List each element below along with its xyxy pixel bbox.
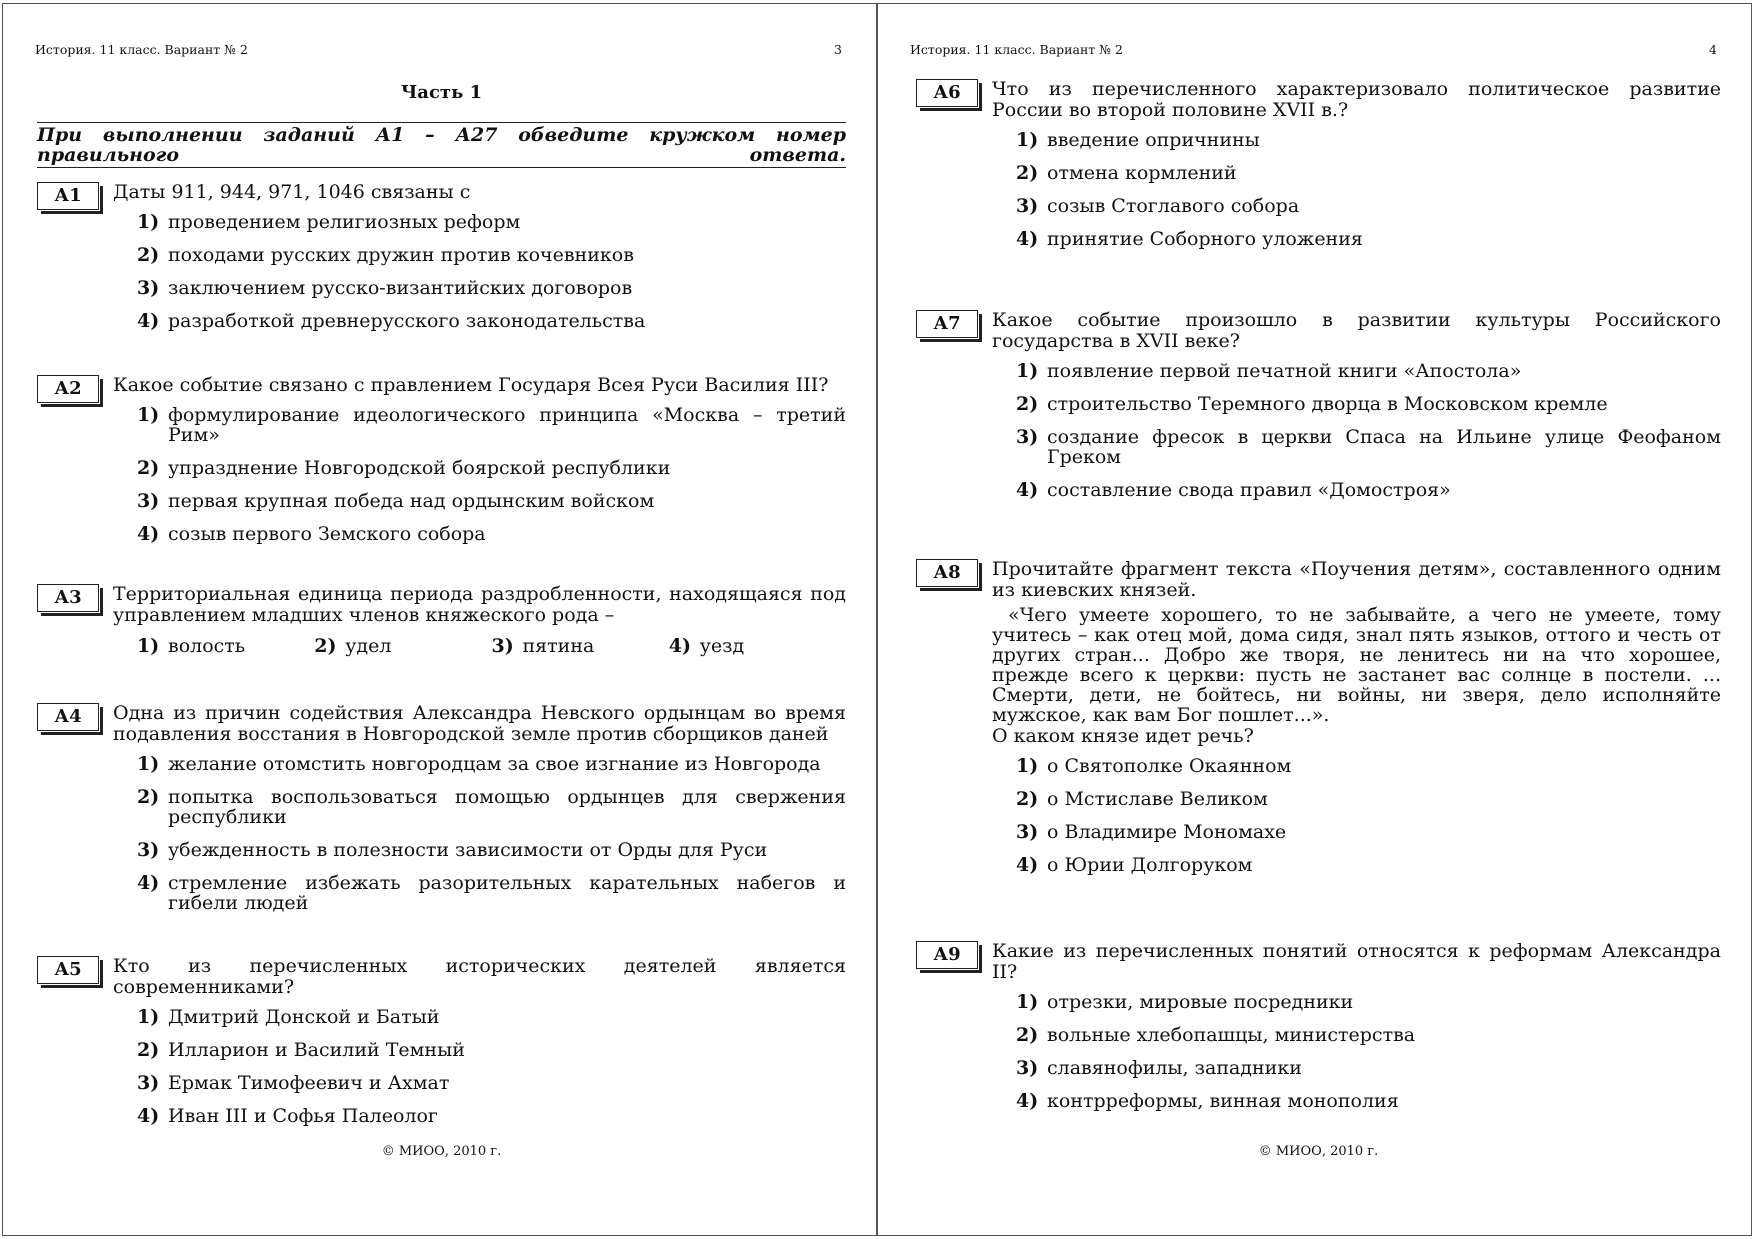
option-number: 2) — [1016, 788, 1039, 810]
answer-option[interactable] — [1016, 992, 1721, 1012]
answer-option[interactable] — [137, 754, 846, 774]
answer-option[interactable] — [137, 212, 846, 232]
option-text: желание отомстить новгородцам за свое изгнание из Новгорода — [168, 753, 821, 775]
answer-option[interactable] — [669, 635, 846, 657]
followup-question: О каком князе идет речь? — [992, 725, 1254, 747]
page-number: 3 — [834, 42, 842, 57]
answer-option[interactable] — [1016, 394, 1721, 414]
option-number: 1) — [137, 404, 160, 426]
answer-options — [1016, 130, 1721, 249]
question-label: А3 — [37, 584, 99, 612]
option-text: Илларион и Василий Темный — [168, 1039, 465, 1061]
option-number: 3) — [1016, 821, 1039, 843]
question-a1 — [37, 182, 846, 344]
answer-option[interactable] — [1016, 229, 1721, 249]
option-number: 2) — [1016, 1024, 1039, 1046]
option-number: 3) — [137, 1072, 160, 1094]
option-text: о Юрии Долгоруком — [1047, 854, 1253, 876]
option-text: появление первой печатной книги «Апостола» — [1047, 360, 1522, 382]
part-title: Часть 1 — [400, 82, 483, 103]
option-text: славянофилы, западники — [1047, 1057, 1302, 1079]
option-number: 1) — [1016, 755, 1039, 777]
option-number: 3) — [1016, 195, 1039, 217]
page-header-title: История. 11 класс. Вариант № 2 — [35, 42, 248, 57]
option-text: контрреформы, винная монополия — [1047, 1090, 1399, 1112]
answer-option[interactable] — [1016, 480, 1721, 500]
option-number: 1) — [1016, 991, 1039, 1013]
option-text: проведением религиозных реформ — [168, 211, 521, 233]
option-text: принятие Соборного уложения — [1047, 228, 1363, 250]
option-number: 1) — [1016, 129, 1039, 151]
answer-option[interactable] — [137, 840, 846, 860]
option-number: 4) — [137, 1105, 160, 1127]
right-page — [877, 3, 1752, 1236]
option-number: 2) — [137, 244, 160, 266]
answer-option[interactable] — [137, 635, 314, 657]
answer-option[interactable] — [492, 635, 669, 657]
answer-option[interactable] — [314, 635, 491, 657]
option-text: составление свода правил «Домостроя» — [1047, 479, 1451, 501]
option-text: волость — [168, 635, 246, 657]
answer-option[interactable] — [137, 491, 846, 511]
answer-options — [137, 1007, 846, 1126]
option-text: о Владимире Мономахе — [1047, 821, 1287, 843]
option-text: Дмитрий Донской и Батый — [168, 1006, 440, 1028]
question-label: А6 — [916, 79, 978, 107]
page-number: 4 — [1709, 42, 1717, 57]
option-number: 2) — [1016, 393, 1039, 415]
question-a3 — [37, 584, 846, 657]
answer-option[interactable] — [1016, 1058, 1721, 1078]
page-header-title: История. 11 класс. Вариант № 2 — [910, 42, 1123, 57]
question-text: Какое событие связано с правлением Государя Всея Руси Василия III? — [113, 374, 829, 396]
option-text: уезд — [699, 635, 745, 657]
option-number: 3) — [1016, 426, 1039, 448]
answer-option[interactable] — [137, 873, 846, 913]
option-text: о Мстиславе Великом — [1047, 788, 1268, 810]
answer-option[interactable] — [137, 278, 846, 298]
question-text: Кто из перечисленных исторических деятелей является современниками? — [113, 955, 846, 998]
question-text: Какое событие произошло в развитии культуры Российского государства в XVII веке? — [992, 309, 1721, 352]
question-label: А9 — [916, 941, 978, 969]
option-number: 1) — [137, 753, 160, 775]
question-text: Одна из причин содействия Александра Невского ордынцам во время подавления восстания в Новгородской земле против сборщиков даней — [113, 702, 846, 745]
question-a8 — [916, 559, 1721, 888]
page-footer: © МИОО, 2010 г. — [381, 1144, 502, 1159]
answer-option[interactable] — [1016, 756, 1721, 776]
option-number: 4) — [1016, 479, 1039, 501]
answer-option[interactable] — [1016, 1091, 1721, 1111]
option-text: вольные хлебопашцы, министерства — [1047, 1024, 1416, 1046]
answer-options — [137, 405, 846, 544]
answer-option[interactable] — [1016, 427, 1721, 467]
option-number: 4) — [1016, 228, 1039, 250]
option-number: 3) — [1016, 1057, 1039, 1079]
option-text: убежденность в полезности зависимости от Орды для Руси — [168, 839, 768, 861]
answer-option[interactable] — [137, 311, 846, 331]
quote-text: «Чего умеете хорошего, то не забывайте, а чего не умеете, тому учитесь – как отец мой, дома сидя, знал пять языков, оттого и честь от других стран... Добро же творя, не ленитесь ни на что хорошее, прежде всего к церкви: пусть не застанет вас солнце в постели. ... Смерти, дети, не бойтесь, ни войны, ни зверя, дело исполняйте мужское, как вам Бог пошлет...». — [992, 604, 1721, 726]
option-text: походами русских дружин против кочевников — [168, 244, 634, 266]
option-text: разработкой древнерусского законодательства — [168, 310, 646, 332]
option-text: попытка воспользоваться помощью ордынцев для свержения республики — [168, 786, 846, 828]
answer-option[interactable] — [1016, 1025, 1721, 1045]
answer-option[interactable] — [137, 1073, 846, 1093]
instruction-text: При выполнении заданий А1 – А27 обведите кружком номер правильного ответа. — [37, 124, 846, 166]
option-text: Иван III и Софья Палеолог — [168, 1105, 438, 1127]
option-number: 2) — [137, 457, 160, 479]
option-number: 4) — [137, 872, 160, 894]
answer-option[interactable] — [137, 1106, 846, 1126]
option-text: введение опричнины — [1047, 129, 1260, 151]
option-text: строительство Теремного дворца в Московском кремле — [1047, 393, 1608, 415]
question-label: А1 — [37, 182, 99, 210]
question-label: А7 — [916, 310, 978, 338]
instruction — [37, 122, 846, 168]
option-text: создание фресок в церкви Спаса на Ильине улице Феофаном Греком — [1047, 426, 1721, 468]
question-a4 — [37, 703, 846, 926]
question-label: А4 — [37, 703, 99, 731]
option-number: 1) — [137, 1006, 160, 1028]
option-text: отмена кормлений — [1047, 162, 1237, 184]
left-page — [2, 3, 877, 1236]
option-number: 2) — [1016, 162, 1039, 184]
answer-options — [1016, 361, 1721, 500]
option-number: 1) — [137, 211, 160, 233]
option-text: созыв Стоглавого собора — [1047, 195, 1300, 217]
option-number: 4) — [1016, 854, 1039, 876]
option-text: упразднение Новгородской боярской республики — [168, 457, 671, 479]
question-label: А5 — [37, 956, 99, 984]
option-number: 2) — [137, 786, 160, 808]
question-label: А8 — [916, 559, 978, 587]
option-text: отрезки, мировые посредники — [1047, 991, 1354, 1013]
answer-option[interactable] — [137, 245, 846, 265]
option-text: пятина — [522, 635, 595, 657]
answer-option[interactable] — [1016, 130, 1721, 150]
option-number: 2) — [137, 1039, 160, 1061]
question-text: Территориальная единица периода раздробленности, находящаяся под управлением младших членов княжеского рода – — [113, 583, 846, 626]
question-a5 — [37, 956, 846, 1139]
question-text: Прочитайте фрагмент текста «Поучения детям», составленного одним из киевских князей. — [992, 558, 1721, 601]
option-text: о Святополке Окаянном — [1047, 755, 1292, 777]
option-text: формулирование идеологического принципа «Москва – третий Рим» — [168, 404, 846, 446]
option-text: заключением русско-византийских договоров — [168, 277, 633, 299]
answer-options — [137, 635, 846, 657]
question-label: А2 — [37, 375, 99, 403]
option-number: 4) — [137, 310, 160, 332]
answer-option[interactable] — [1016, 822, 1721, 842]
question-text: Какие из перечисленных понятий относятся к реформам Александра II? — [992, 940, 1721, 983]
option-number: 1) — [1016, 360, 1039, 382]
answer-option[interactable] — [1016, 789, 1721, 809]
answer-option[interactable] — [137, 458, 846, 478]
question-a6 — [916, 79, 1721, 262]
answer-option[interactable] — [1016, 361, 1721, 381]
option-number: 3) — [137, 277, 160, 299]
page-footer: © МИОО, 2010 г. — [1258, 1144, 1379, 1159]
answer-option[interactable] — [137, 524, 846, 544]
answer-option[interactable] — [1016, 163, 1721, 183]
answer-options — [1016, 756, 1721, 875]
option-number: 3) — [137, 839, 160, 861]
option-text: удел — [345, 635, 392, 657]
option-text: стремление избежать разорительных карательных набегов и гибели людей — [168, 872, 846, 914]
option-number: 3) — [491, 635, 514, 657]
question-a2 — [37, 375, 846, 557]
answer-option[interactable] — [137, 1007, 846, 1027]
question-text: Даты 911, 944, 971, 1046 связаны с — [113, 181, 471, 203]
option-text: первая крупная победа над ордынским войском — [168, 490, 655, 512]
answer-option[interactable] — [1016, 855, 1721, 875]
question-a9 — [916, 941, 1721, 1124]
answer-options — [137, 754, 846, 913]
option-text: Ермак Тимофеевич и Ахмат — [168, 1072, 450, 1094]
answer-options — [1016, 992, 1721, 1111]
option-text: созыв первого Земского собора — [168, 523, 486, 545]
option-number: 3) — [137, 490, 160, 512]
option-number: 1) — [137, 635, 160, 657]
question-text: Что из перечисленного характеризовало политическое развитие России во второй половине XVII в.? — [992, 78, 1721, 121]
answer-option[interactable] — [137, 787, 846, 827]
option-number: 2) — [314, 635, 337, 657]
answer-options — [137, 212, 846, 331]
answer-option[interactable] — [137, 1040, 846, 1060]
answer-option[interactable] — [137, 405, 846, 445]
answer-option[interactable] — [1016, 196, 1721, 216]
option-number: 4) — [668, 635, 691, 657]
question-a7 — [916, 310, 1721, 513]
option-number: 4) — [137, 523, 160, 545]
option-number: 4) — [1016, 1090, 1039, 1112]
